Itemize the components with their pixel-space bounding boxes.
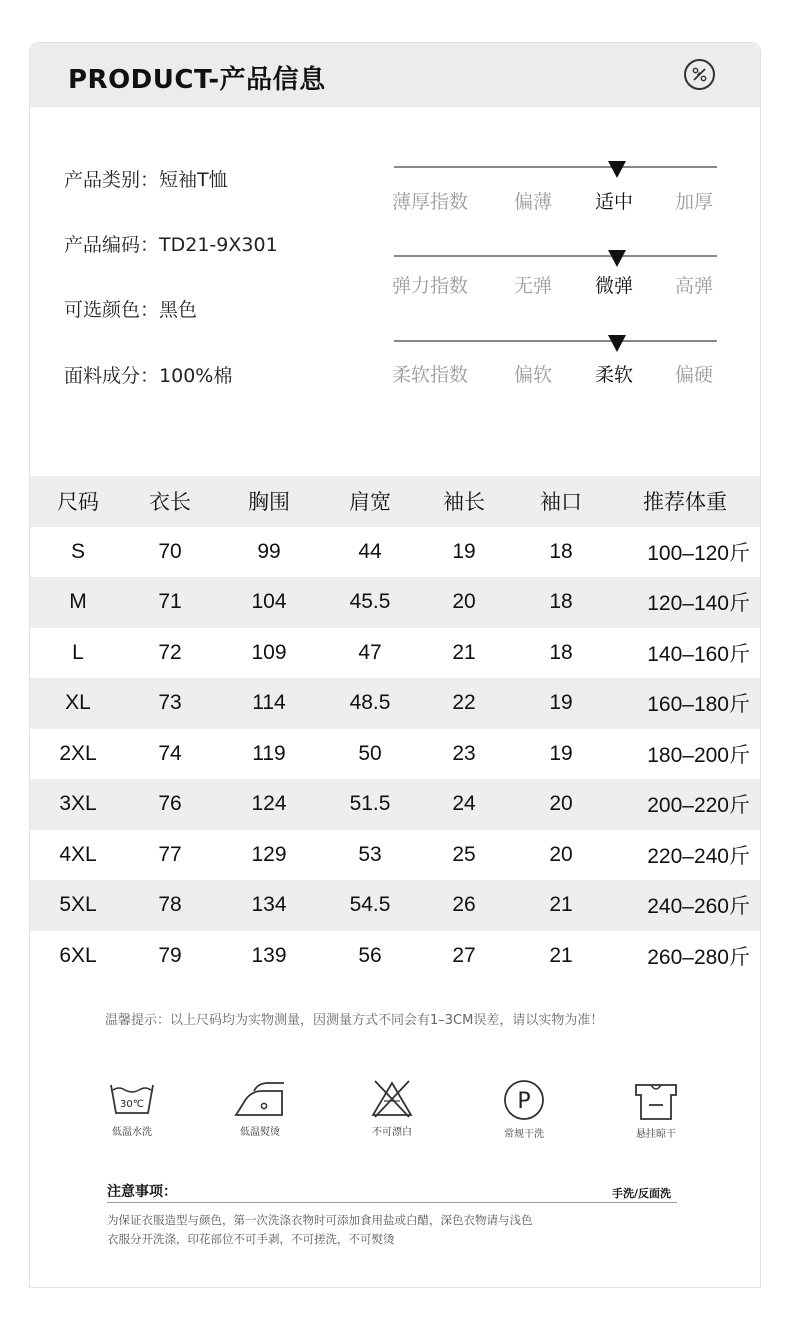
dry-clean-symbol: P <box>517 1089 531 1114</box>
table-row <box>30 527 760 578</box>
notes-title: 注意事项： <box>107 1184 177 1200</box>
care-item-wash <box>77 1079 187 1138</box>
table-cell: 180–200斤 <box>647 743 750 767</box>
table-cell: 2XL <box>59 741 97 765</box>
table-cell: M <box>69 590 87 614</box>
column-header: 肩宽 <box>349 490 391 515</box>
table-cell: 73 <box>158 691 182 715</box>
info-label: 面料成分： <box>64 365 160 387</box>
table-row <box>30 830 760 881</box>
wash-30-icon <box>107 1079 157 1119</box>
table-row <box>30 678 760 729</box>
table-cell: 3XL <box>59 792 97 816</box>
scale-option: 偏薄 <box>514 191 553 213</box>
table-cell: 20 <box>549 792 573 816</box>
info-label: 可选颜色： <box>64 299 160 321</box>
care-label: 低温熨烫 <box>240 1127 280 1138</box>
measurement-tip: 温馨提示：以上尺码均为实物测量，因测量方式不同会有1–3CM误差，请以实物为准！ <box>105 1013 604 1028</box>
notes-wash-method: 手洗/反面洗 <box>612 1187 672 1200</box>
table-cell: 23 <box>452 741 476 765</box>
table-cell: 4XL <box>59 842 97 866</box>
table-cell: 70 <box>158 539 182 563</box>
table-cell: 114 <box>252 691 286 715</box>
table-cell: 77 <box>158 842 182 866</box>
scale-name: 弹力指数 <box>392 275 469 297</box>
scale-option: 偏硬 <box>675 364 714 386</box>
table-cell: 45.5 <box>349 590 391 614</box>
care-label: 悬挂晾干 <box>636 1129 676 1140</box>
table-cell: 19 <box>452 539 476 563</box>
table-cell: 48.5 <box>349 691 391 715</box>
column-header: 衣长 <box>149 490 191 515</box>
info-label: 产品编码： <box>64 234 160 256</box>
care-label: 常规干洗 <box>504 1129 544 1140</box>
table-cell: 21 <box>549 943 573 967</box>
table-cell: 27 <box>452 943 476 967</box>
table-cell: 200–220斤 <box>647 794 750 818</box>
table-cell: 26 <box>452 893 476 917</box>
column-header: 尺码 <box>57 490 99 515</box>
table-cell: 72 <box>158 640 182 664</box>
table-cell: 119 <box>252 741 286 765</box>
table-cell: 140–160斤 <box>647 642 750 666</box>
table-cell: 260–280斤 <box>647 945 750 969</box>
scale-option: 高弹 <box>675 275 714 297</box>
iron-low-icon <box>232 1079 288 1119</box>
column-header: 胸围 <box>248 490 290 515</box>
scale-line <box>394 166 717 168</box>
no-bleach-icon <box>370 1079 414 1119</box>
column-header: 推荐体重 <box>643 490 727 515</box>
table-cell: 19 <box>549 691 573 715</box>
info-fabric <box>64 361 232 388</box>
info-color <box>64 295 197 322</box>
table-cell: 109 <box>251 640 287 664</box>
table-header-row <box>30 476 760 527</box>
table-cell: 20 <box>549 842 573 866</box>
table-cell: XL <box>65 691 91 715</box>
scale-line <box>394 255 717 257</box>
scale-option-selected: 微弹 <box>595 275 634 297</box>
table-cell: 76 <box>158 792 182 816</box>
scale-marker-icon <box>608 335 626 352</box>
table-row <box>30 729 760 780</box>
table-cell: 18 <box>549 590 573 614</box>
care-item-hang <box>601 1079 711 1140</box>
table-cell: 44 <box>358 539 382 563</box>
size-table <box>30 476 760 981</box>
table-cell: 6XL <box>59 943 97 967</box>
table-row <box>30 628 760 679</box>
scale-option: 偏软 <box>514 364 553 386</box>
scale-marker-icon <box>608 161 626 178</box>
care-label: 不可漂白 <box>372 1127 412 1138</box>
table-cell: 24 <box>452 792 476 816</box>
table-row <box>30 931 760 982</box>
table-cell: 22 <box>452 691 476 715</box>
percent-badge-icon <box>684 59 715 90</box>
scale-line <box>394 340 717 342</box>
table-row <box>30 779 760 830</box>
table-cell: 47 <box>358 640 382 664</box>
table-cell: 56 <box>358 943 382 967</box>
column-header: 袖长 <box>443 490 485 515</box>
table-cell: 129 <box>251 842 287 866</box>
hang-dry-icon <box>633 1079 679 1121</box>
header-bar <box>30 43 760 107</box>
product-info-card <box>29 42 761 1288</box>
table-cell: 50 <box>358 741 382 765</box>
table-cell: 240–260斤 <box>647 895 750 919</box>
care-item-dryclean <box>469 1079 579 1140</box>
scale-option-selected: 柔软 <box>595 364 634 386</box>
table-cell: 25 <box>452 842 476 866</box>
notes-line-1: 为保证衣服造型与颜色，第一次洗涤衣物时可添加食用盐或白醋，深色衣物请与浅色 <box>107 1213 533 1227</box>
table-row <box>30 577 760 628</box>
notes-line-2: 衣服分开洗涤，印花部位不可手剥，不可搓洗，不可熨烫 <box>107 1232 395 1246</box>
table-cell: 21 <box>549 893 573 917</box>
dry-clean-icon <box>501 1079 547 1121</box>
table-cell: 18 <box>549 640 573 664</box>
table-cell: 78 <box>158 893 182 917</box>
page-title: PRODUCT-产品信息 <box>68 65 326 95</box>
table-cell: 120–140斤 <box>647 592 750 616</box>
care-label: 低温水洗 <box>112 1127 152 1138</box>
table-cell: 54.5 <box>349 893 391 917</box>
info-value: 短袖T恤 <box>159 169 228 191</box>
table-cell: 79 <box>158 943 182 967</box>
table-cell: 220–240斤 <box>647 844 750 868</box>
table-cell: L <box>72 640 84 664</box>
notes-divider <box>107 1202 677 1203</box>
scale-name: 柔软指数 <box>392 364 469 386</box>
scale-option: 加厚 <box>675 191 714 213</box>
table-cell: 51.5 <box>349 792 391 816</box>
table-row <box>30 880 760 931</box>
table-cell: 18 <box>549 539 573 563</box>
table-cell: 160–180斤 <box>647 693 750 717</box>
scale-marker-icon <box>608 250 626 267</box>
scale-option-selected: 适中 <box>595 191 634 213</box>
table-cell: 134 <box>251 893 287 917</box>
table-cell: S <box>70 539 85 563</box>
info-value: 黑色 <box>159 299 198 321</box>
info-category <box>64 165 228 192</box>
table-cell: 100–120斤 <box>647 541 750 565</box>
info-label: 产品类别： <box>64 169 160 191</box>
table-cell: 124 <box>251 792 287 816</box>
table-cell: 104 <box>251 590 287 614</box>
table-cell: 19 <box>549 741 573 765</box>
table-cell: 71 <box>158 590 182 614</box>
info-code <box>64 230 278 257</box>
table-cell: 53 <box>358 842 382 866</box>
column-header: 袖口 <box>540 490 582 515</box>
notes-text <box>107 1211 607 1249</box>
table-cell: 74 <box>158 741 182 765</box>
care-item-bleach <box>337 1079 447 1138</box>
wash-temp-label: 30℃ <box>120 1099 144 1110</box>
scale-name: 薄厚指数 <box>392 191 469 213</box>
table-cell: 99 <box>257 539 281 563</box>
table-cell: 20 <box>452 590 476 614</box>
info-value: TD21-9X301 <box>159 234 278 256</box>
table-cell: 21 <box>452 640 476 664</box>
scale-option: 无弹 <box>514 275 553 297</box>
table-cell: 139 <box>251 943 287 967</box>
info-value: 100%棉 <box>159 365 233 387</box>
care-item-iron <box>205 1079 315 1138</box>
table-cell: 5XL <box>59 893 97 917</box>
